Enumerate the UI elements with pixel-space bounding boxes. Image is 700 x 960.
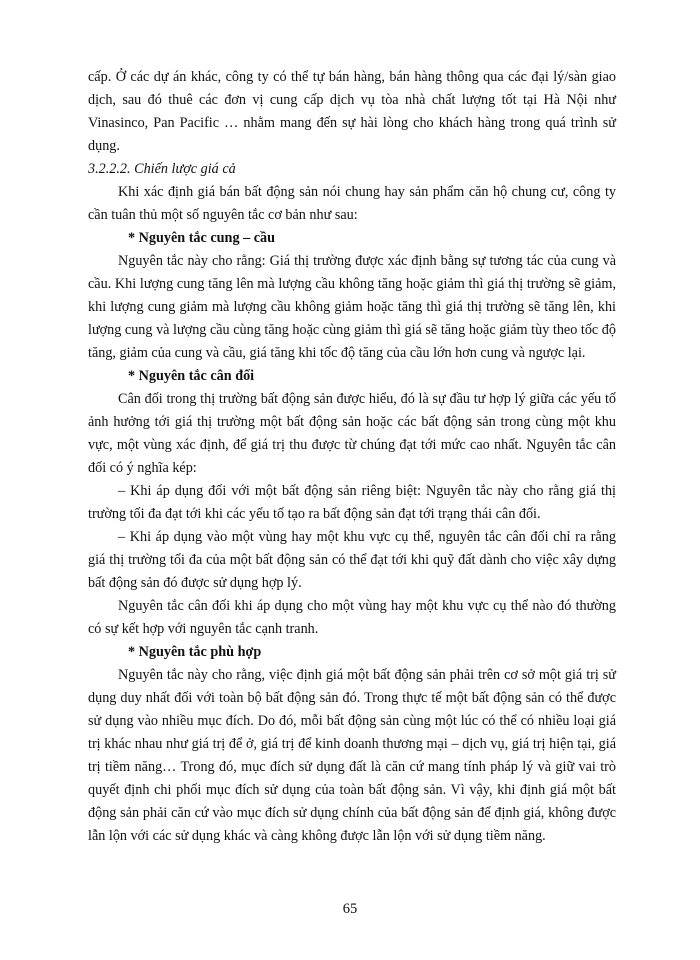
- suitability-heading: * Nguyên tắc phù hợp: [128, 644, 262, 660]
- supply-demand-heading: * Nguyên tắc cung – cầu: [128, 230, 276, 246]
- suitability-paragraph: Nguyên tắc này cho rằng, việc định giá một bất động sản phải trên cơ sở một giá trị sử dụng duy nhất đối với toàn bộ bất động sản đó. Trong thực tế một bất động sản có thể được sử dụng vào nhiều mục đích. Do đó, mỗi bất động sản cùng một lúc có thể có nhiều loại giá trị khác nhau như giá trị để ở, giá trị để kinh doanh thương mại – dịch vụ, giá trị hiện tại, giá trị tiềm năng… Trong đó, mục đích sử dụng đất là căn cứ mang tính pháp lý và giữ vai trò quyết định chi phối mục đích sử dụng của toàn bất động sản. Vì vậy, khi định giá một bất động sản phải căn cứ vào mục đích sử dụng chính của bất động sản để định giá, không được lẫn lộn với các sử dụng khác và càng không được lẫn lộn với sử dụng tiềm năng.: [88, 667, 616, 844]
- balance-closing-paragraph: Nguyên tắc cân đối khi áp dụng cho một vùng hay một khu vực cụ thể nào đó thường có sự kết hợp với nguyên tắc cạnh tranh.: [88, 598, 616, 637]
- page-number: 65: [342, 901, 358, 917]
- balance-point-1: – Khi áp dụng đối với một bất động sản riêng biệt: Nguyên tắc này cho rằng giá thị trường tối đa đạt tới khi các yếu tố tạo ra bất động sản đạt tới trạng thái cân đối.: [88, 483, 616, 522]
- supply-demand-paragraph: Nguyên tắc này cho rằng: Giá thị trường được xác định bằng sự tương tác của cung và cầu. Khi lượng cung tăng lên mà lượng cầu không tăng hoặc giảm thì giá thị trường sẽ giảm, khi lượng cung giảm mà lượng cầu không giảm hoặc tăng thì giá thị trường sẽ tăng lên, khi lượng cung và lượng cầu cùng tăng hoặc cùng giảm thì giá sẽ tăng hoặc giảm tùy theo tốc độ tăng, giảm của cung và cầu, giá tăng khi tốc độ tăng của cầu lớn hơn cung và ngược lại.: [88, 253, 616, 361]
- section-intro-paragraph: Khi xác định giá bán bất động sản nói chung hay sản phẩm căn hộ chung cư, công ty cần tuân thủ một số nguyên tắc cơ bản như sau:: [88, 184, 616, 223]
- balance-point-2: – Khi áp dụng vào một vùng hay một khu vực cụ thể, nguyên tắc cân đối chỉ ra rằng giá thị trường tối đa của một bất động sản có thể đạt tới khi quỹ đất dành cho việc xây dựng bất động sản đó được sử dụng hợp lý.: [88, 529, 616, 591]
- intro-paragraph: cấp. Ở các dự án khác, công ty có thể tự bán hàng, bán hàng thông qua các đại lý/sàn giao dịch, sau đó thuê các đơn vị cung cấp dịch vụ tòa nhà chất lượng tốt tại Hà Nội như Vinasinco, Pan Pacific … nhằm mang đến sự hài lòng cho khách hàng trong quá trình sử dụng.: [88, 69, 616, 154]
- balance-heading: * Nguyên tắc cân đối: [128, 368, 255, 384]
- section-heading: 3.2.2.2. Chiến lược giá cả: [88, 161, 236, 177]
- document-page: [88, 66, 616, 848]
- balance-paragraph: Cân đối trong thị trường bất động sản được hiểu, đó là sự đầu tư hợp lý giữa các yếu tố ảnh hưởng tới giá thị trường một bất động sản hoặc các bất động sản trong cùng một khu vực, một vùng xác định, để giá trị thu được từ chúng đạt tới mức cao nhất. Nguyên tắc cân đối có ý nghĩa kép:: [88, 391, 616, 476]
